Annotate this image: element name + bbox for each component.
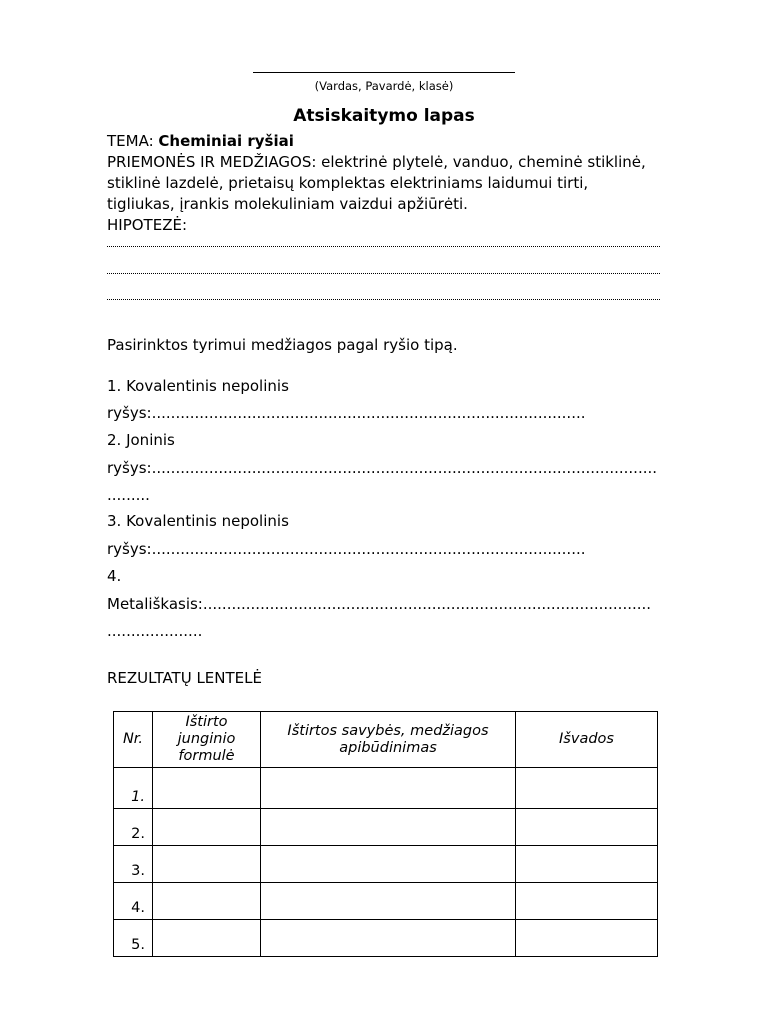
- properties-cell[interactable]: [261, 920, 516, 957]
- bond-3-answer-line[interactable]: ryšys:...........................................................................................: [107, 540, 586, 558]
- formula-cell[interactable]: [153, 809, 261, 846]
- column-header-conclusions: Išvados: [516, 712, 658, 768]
- results-table: [113, 711, 658, 957]
- properties-cell[interactable]: [261, 883, 516, 920]
- conclusions-cell[interactable]: [516, 883, 658, 920]
- bond-2-title: 2. Joninis: [107, 431, 175, 449]
- table-row: [114, 846, 658, 883]
- hypothesis-dotted-line-2[interactable]: [107, 273, 660, 274]
- conclusions-cell[interactable]: [516, 920, 658, 957]
- bond-1-answer-line[interactable]: ryšys:...........................................................................................: [107, 404, 586, 422]
- row-number: 3.: [114, 846, 153, 883]
- formula-cell[interactable]: [153, 768, 261, 809]
- page-title: Atsiskaitymo lapas: [293, 106, 475, 126]
- row-number: 1.: [114, 768, 153, 809]
- conclusions-cell[interactable]: [516, 846, 658, 883]
- topic-line: [107, 131, 294, 151]
- results-heading: REZULTATŲ LENTELĖ: [107, 669, 262, 687]
- bond-1-title: 1. Kovalentinis nepolinis: [107, 377, 289, 395]
- name-signature-line: [253, 72, 515, 73]
- row-number: 5.: [114, 920, 153, 957]
- bond-2-answer-continuation[interactable]: .........: [107, 486, 150, 504]
- bond-3-title: 3. Kovalentinis nepolinis: [107, 512, 289, 530]
- formula-cell[interactable]: [153, 846, 261, 883]
- table-row: [114, 883, 658, 920]
- topic-label: TEMA:: [107, 132, 159, 150]
- properties-cell[interactable]: [261, 809, 516, 846]
- bond-4-answer-continuation[interactable]: ....................: [107, 622, 203, 640]
- conclusions-cell[interactable]: [516, 768, 658, 809]
- name-caption: (Vardas, Pavardė, klasė): [314, 79, 454, 93]
- intro-text: Pasirinktos tyrimui medžiagos pagal ryšio tipą.: [107, 336, 458, 354]
- column-header-formula: Ištirto junginio formulė: [153, 712, 261, 768]
- table-row: [114, 768, 658, 809]
- table-row: [114, 920, 658, 957]
- formula-cell[interactable]: [153, 883, 261, 920]
- topic-value: Cheminiai ryšiai: [158, 132, 294, 150]
- formula-cell[interactable]: [153, 920, 261, 957]
- column-header-properties: Ištirtos savybės, medžiagos apibūdinimas: [261, 712, 516, 768]
- materials-line-1: PRIEMONĖS IR MEDŽIAGOS: elektrinė plytelė, vanduo, cheminė stiklinė,: [107, 153, 646, 171]
- properties-cell[interactable]: [261, 846, 516, 883]
- row-number: 2.: [114, 809, 153, 846]
- bond-4-answer-line[interactable]: Metališkasis:..............................................................................................: [107, 595, 652, 613]
- hypothesis-dotted-line-3[interactable]: [107, 299, 660, 300]
- results-header-row: [114, 712, 658, 768]
- bond-2-answer-line[interactable]: ryšys:..........................................................................................................: [107, 459, 658, 477]
- table-row: [114, 809, 658, 846]
- row-number: 4.: [114, 883, 153, 920]
- hypothesis-dotted-line-1[interactable]: [107, 246, 660, 247]
- conclusions-cell[interactable]: [516, 809, 658, 846]
- materials-line-2: stiklinė lazdelė, prietaisų komplektas elektriniams laidumui tirti,: [107, 174, 589, 192]
- properties-cell[interactable]: [261, 768, 516, 809]
- hypothesis-label: HIPOTEZĖ:: [107, 216, 188, 234]
- materials-line-3: tigliukas, įrankis molekuliniam vaizdui apžiūrėti.: [107, 195, 468, 213]
- column-header-nr: Nr.: [114, 712, 153, 768]
- bond-4-title: 4.: [107, 567, 122, 585]
